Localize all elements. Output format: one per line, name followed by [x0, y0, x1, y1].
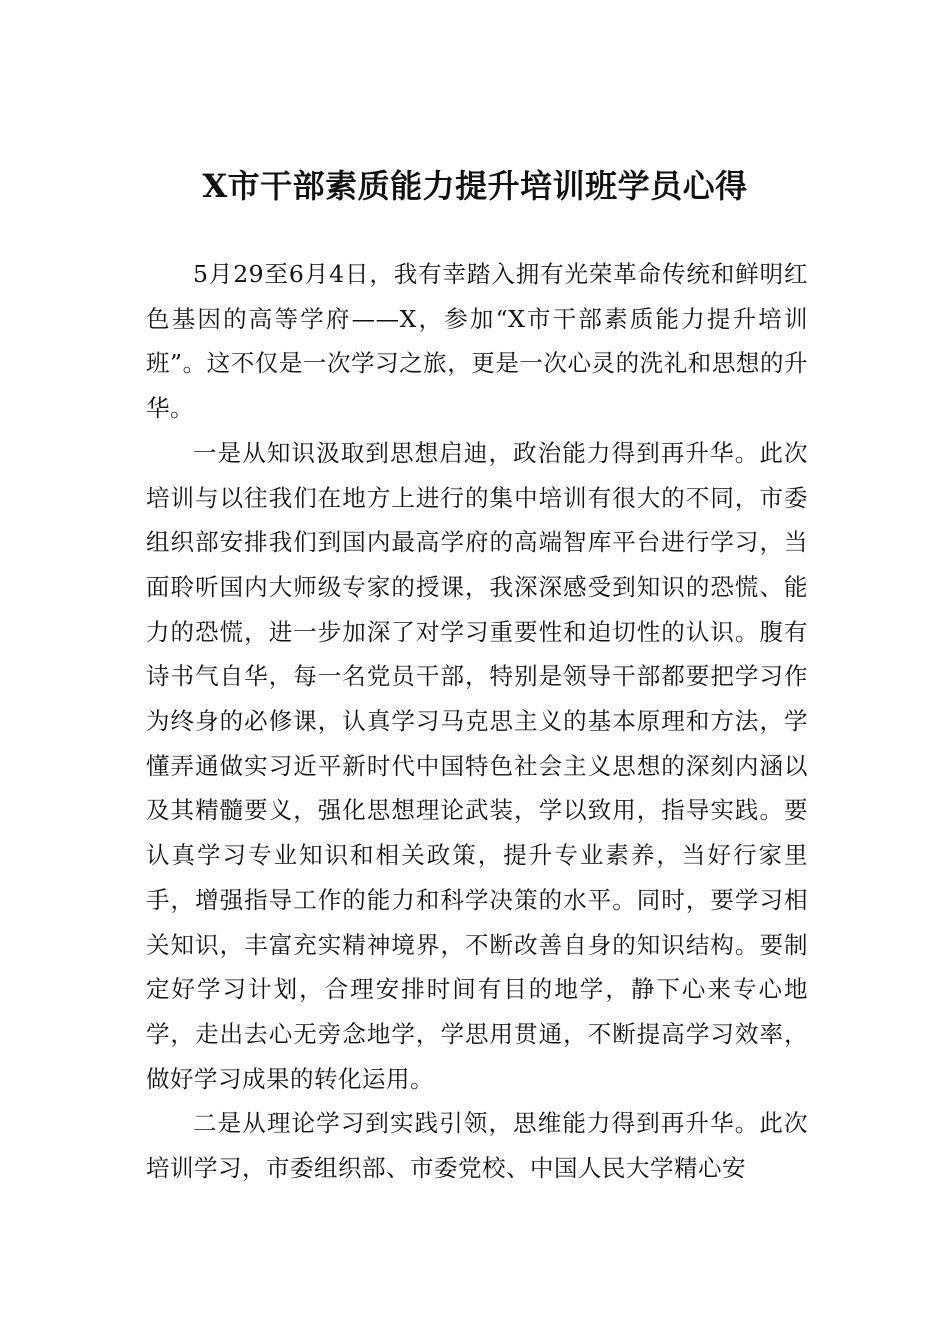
paragraph-intro: 5月29至6月4日，我有幸踏入拥有光荣革命传统和鲜明红色基因的高等学府——X，参加“X市干部素质能力提升培训班”。这不仅是一次学习之旅，更是一次心灵的洗礼和思想的升华。 — [146, 260, 808, 423]
paragraph-point-two: 二是从理论学习到实践引领，思维能力得到再升华。此次培训学习，市委组织部、市委党校、中国人民大学精心安 — [146, 1109, 808, 1183]
document-body — [146, 252, 808, 1191]
paragraph-point-one: 一是从知识汲取到思想启迪，政治能力得到再升华。此次培训与以往我们在地方上进行的集中培训有很大的不同，市委组织部安排我们到国内最高学府的高端智库平台进行学习，当面聆听国内大师级专家的授课，我深深感受到知识的恐慌、能力的恐慌，进一步加深了对学习重要性和迫切性的认识。腹有诗书气自华，每一名党员干部，特别是领导干部都要把学习作为终身的必修课，认真学习马克思主义的基本原理和方法，学懂弄通做实习近平新时代中国特色社会主义思想的深刻内涵以及其精髓要义，强化思想理论武装，学以致用，指导实践。要认真学习专业知识和相关政策，提升专业素养，当好行家里手，增强指导工作的能力和科学决策的水平。同时，要学习相关知识，丰富充实精神境界，不断改善自身的知识结构。要制定好学习计划，合理安排时间有目的地学，静下心来专心地学，走出去心无旁念地学，学思用贯通，不断提高学习效率，做好学习成果的转化运用。 — [146, 438, 808, 1093]
document-title: X市干部素质能力提升培训班学员心得 — [202, 167, 748, 205]
